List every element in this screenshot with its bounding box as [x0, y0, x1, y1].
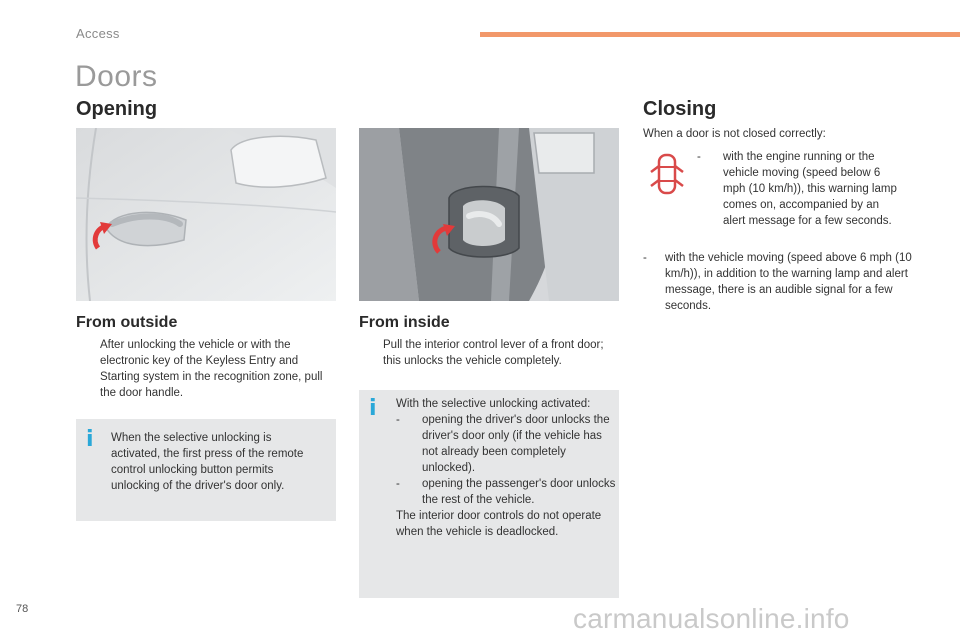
page-number: 78 [16, 603, 29, 615]
closing-intro: When a door is not closed correctly: [643, 128, 826, 140]
list-item [396, 476, 618, 508]
bullet-icon [359, 337, 383, 369]
info-icon: i [86, 427, 94, 452]
inside-lever-photo [359, 128, 619, 301]
from-inside-heading: From inside [359, 314, 450, 331]
closing-item-1 [697, 149, 897, 229]
door-open-warning-icon [648, 152, 686, 196]
from-inside-instruction [359, 337, 621, 369]
dash-marker: - [643, 252, 647, 264]
inside-info-box [359, 390, 619, 598]
from-outside-instruction [76, 337, 326, 401]
car-door-interior-illustration [359, 128, 619, 301]
outside-info-box [76, 419, 336, 521]
section-label: Access [76, 26, 120, 41]
from-outside-heading: From outside [76, 314, 178, 331]
page-title: Doors [75, 60, 158, 93]
inside-info-outro: The interior door controls do not operate when the vehicle is deadlocked. [396, 510, 602, 538]
inside-info-intro: With the selective unlocking activated: [396, 398, 591, 410]
inside-info-item-2: opening the passenger's door unlocks the rest of the vehicle. [422, 478, 616, 506]
dash-marker: - [396, 478, 400, 490]
outside-info-text: When the selective unlocking is activated, the first press of the remote control unlocking button permits unlocking of the driver's door only. [111, 432, 304, 492]
closing-heading: Closing [643, 98, 717, 120]
from-inside-text: Pull the interior control lever of a front door; this unlocks the vehicle completely. [383, 339, 604, 367]
outside-handle-photo [76, 128, 336, 301]
closing-item-2-text: with the vehicle moving (speed above 6 mph (10 km/h)), in addition to the warning lamp and alert message, there is an audible signal for a few seconds. [665, 252, 912, 312]
watermark: carmanualsonline.info [573, 603, 850, 634]
bullet-icon [76, 337, 100, 401]
from-outside-text: After unlocking the vehicle or with the electronic key of the Keyless Entry and Starting system in the recognition zone, pull the door handle. [100, 339, 323, 399]
list-item [396, 412, 618, 476]
closing-item-2 [643, 250, 913, 314]
car-door-exterior-illustration [76, 128, 336, 301]
opening-heading: Opening [76, 98, 158, 120]
closing-item-1-text: with the engine running or the vehicle moving (speed below 6 mph (10 km/h)), this warning lamp comes on, accompanied by an alert message for a few seconds. [723, 151, 897, 227]
dash-marker: - [396, 414, 400, 426]
dash-marker: - [697, 151, 701, 163]
inside-info-content [396, 396, 618, 540]
info-icon: i [369, 396, 377, 421]
inside-info-item-1: opening the driver's door unlocks the driver's door only (if the vehicle has not already been completely unlocked). [422, 414, 610, 474]
header-accent-bar [480, 32, 960, 37]
